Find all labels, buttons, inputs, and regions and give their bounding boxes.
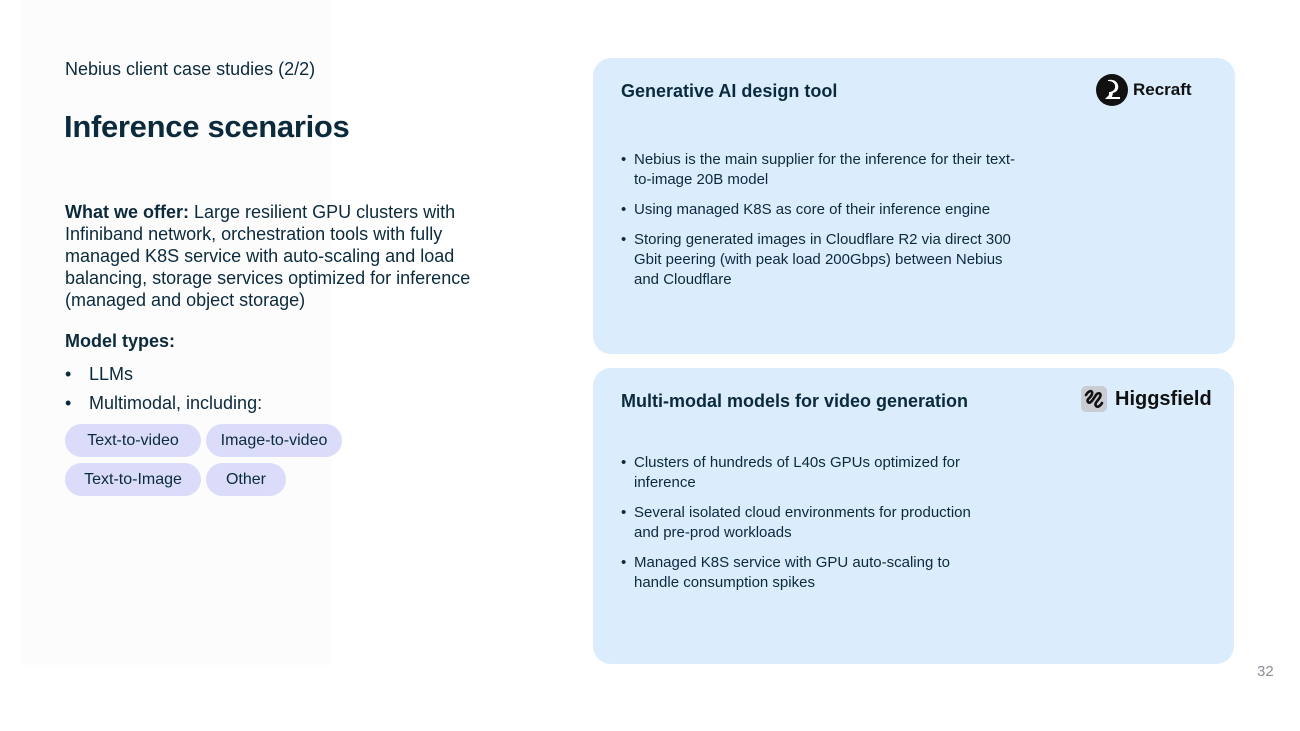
recraft-logo-icon <box>1096 74 1128 106</box>
list-item <box>621 230 1021 290</box>
card-bullet-list <box>621 150 1021 300</box>
bullet: • <box>621 504 627 521</box>
list-item <box>65 363 262 392</box>
list-item <box>621 553 971 593</box>
bullet: • <box>621 554 627 571</box>
offer-label: What we offer: <box>65 202 189 222</box>
model-type-label: Multimodal, including: <box>89 393 263 413</box>
list-item <box>621 200 1044 220</box>
slide-title: Inference scenarios <box>64 109 350 144</box>
list-item <box>621 503 971 543</box>
chip-text-to-image: Text-to-Image <box>65 463 201 496</box>
card-title: Multi-modal models for video generation <box>621 391 969 411</box>
chip-other: Other <box>206 463 286 496</box>
bullet-text: Several isolated cloud environments for production and pre-prod workloads <box>634 504 971 541</box>
model-type-label: LLMs <box>89 364 134 384</box>
list-item <box>621 453 971 493</box>
offer-paragraph <box>65 201 505 311</box>
bullet-text: Nebius is the main supplier for the inference for their text-to-image 20B model <box>634 151 1016 188</box>
offer-text: Large resilient GPU clusters with Infiniband network, orchestration tools with fully managed K8S service with auto-scaling and load balancing, storage services optimized for inference (managed and object storage) <box>65 202 471 310</box>
model-types-label: Model types: <box>65 331 176 351</box>
bullet: • <box>621 201 627 218</box>
card-bullet-list <box>621 453 971 603</box>
list-item <box>621 150 1021 190</box>
chip-image-to-video: Image-to-video <box>206 424 342 457</box>
bullet: • <box>621 454 627 471</box>
model-types-list <box>65 363 262 421</box>
bullet: • <box>65 364 72 384</box>
recraft-logo-text: Recraft <box>1133 80 1192 99</box>
bullet: • <box>65 393 72 413</box>
bullet-text: Clusters of hundreds of L40s GPUs optimized for inference <box>634 454 960 491</box>
bullet: • <box>621 231 627 248</box>
bullet-text: Using managed K8S as core of their inference engine <box>634 201 991 218</box>
bullet-text: Managed K8S service with GPU auto-scaling to handle consumption spikes <box>634 554 950 591</box>
page-number: 32 <box>1257 663 1274 680</box>
slide-subtitle: Nebius client case studies (2/2) <box>65 59 316 79</box>
case-study-card-recraft <box>593 58 1235 354</box>
higgsfield-logo <box>1081 386 1212 412</box>
higgsfield-logo-icon <box>1081 386 1107 412</box>
case-study-card-higgsfield <box>593 368 1234 664</box>
chip-text-to-video: Text-to-video <box>65 424 201 457</box>
card-title: Generative AI design tool <box>621 81 838 101</box>
recraft-logo <box>1096 74 1192 106</box>
higgsfield-logo-text: Higgsfield <box>1115 387 1212 410</box>
list-item <box>65 392 262 421</box>
bullet: • <box>621 151 627 168</box>
bullet-text: Storing generated images in Cloudflare R2 via direct 300 Gbit peering (with peak load 200Gbps) between Nebius and Cloudflare <box>634 231 1011 288</box>
